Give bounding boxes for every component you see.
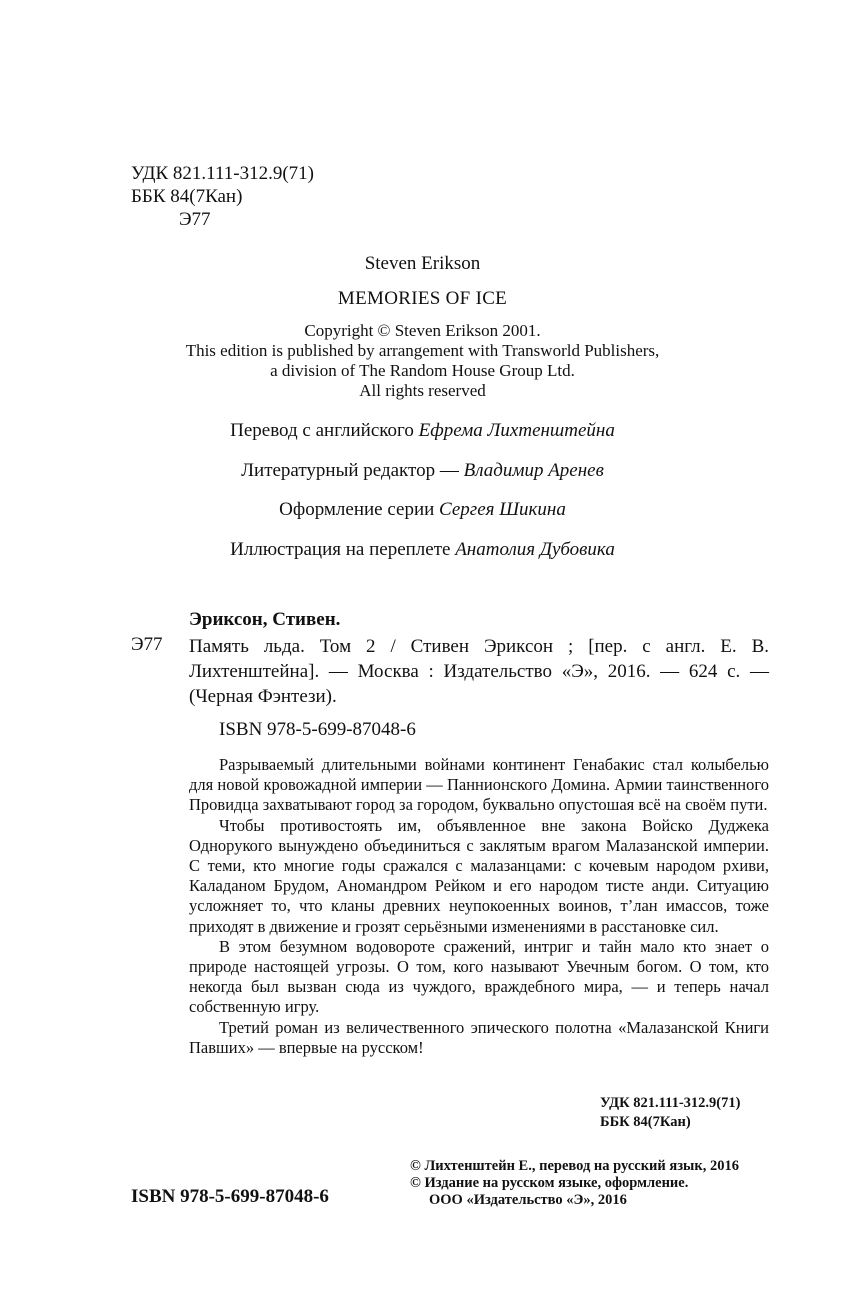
original-author: Steven Erikson xyxy=(364,253,481,274)
credit-role: Иллюстрация на переплете xyxy=(230,539,451,560)
footer-copyright-line: ООО «Издательство «Э», 2016 xyxy=(429,1192,627,1208)
credit-role: Литературный редактор — xyxy=(241,460,459,481)
copyright-line: a division of The Random House Group Ltd. xyxy=(270,361,575,380)
footer-bbk: ББК 84(7Кан) xyxy=(600,1114,691,1130)
credit-name: Ефрема Лихтенштейна xyxy=(418,420,615,441)
copyright-line: This edition is published by arrangement with Transworld Publishers, xyxy=(185,341,660,360)
original-copyright xyxy=(0,321,845,401)
bbk-code: ББК 84(7Кан) xyxy=(131,186,243,207)
catalog-isbn: ISBN 978-5-699-87048-6 xyxy=(219,719,416,740)
original-title: MEMORIES OF ICE xyxy=(337,288,508,309)
udk-code: УДК 821.111-312.9(71) xyxy=(131,163,314,184)
credit-role: Перевод с английского xyxy=(230,420,414,441)
credit-name: Владимир Аренев xyxy=(463,460,604,481)
annotation-paragraph: Третий роман из величественного эпического полотна «Малазанской Книги Павших» — впервые на русском! xyxy=(189,1017,769,1057)
footer-isbn: ISBN 978-5-699-87048-6 xyxy=(131,1186,329,1207)
credit-name: Анатолия Дубовика xyxy=(455,539,615,560)
copyright-line: All rights reserved xyxy=(359,381,486,400)
classification-codes xyxy=(131,162,314,231)
catalog-heading: Эриксон, Стивен. xyxy=(189,609,341,630)
credit-editor xyxy=(0,460,845,482)
footer-copyright-line: © Издание на русском языке, оформление. xyxy=(410,1175,689,1191)
copyright-line: Copyright © Steven Erikson 2001. xyxy=(304,321,541,340)
credit-series-design xyxy=(0,499,845,521)
credit-translator xyxy=(0,420,845,442)
annotation-paragraph: Чтобы противостоять им, объявленное вне закона Войско Дуджека Однорукого вынуждено объединиться с заклятым врагом Малазанской империи. С теми, кто многие годы сражался с малазанцами: с кочевым народом рхиви, Каладаном Брудом, Аномандром Рейком и его народом тисте анди. Ситуацию усложняет то, что кланы древних неупокоенных воинов, т’лан имассов, тоже приходят в движение и грозят серьёзными изменениями в расстановке сил. xyxy=(189,815,769,936)
credit-cover-illustration xyxy=(0,539,845,561)
annotation xyxy=(189,755,769,1058)
footer-classification xyxy=(600,1094,768,1132)
credit-role: Оформление серии xyxy=(279,499,435,520)
annotation-paragraph: В этом безумном водовороте сражений, интриг и тайн мало кто знает о природе настоящей угрозы. О том, кого называют Увечным богом. О том, кто некогда был вызван сюда из чуждого, враждебного мира, — и теперь начал собственную игру. xyxy=(189,936,769,1017)
catalog-code: Э77 xyxy=(131,634,163,655)
footer-copyright-line: © Лихтенштейн Е., перевод на русский язык, 2016 xyxy=(410,1158,739,1174)
footer-copyright xyxy=(410,1158,770,1209)
catalog-description: Память льда. Том 2 / Стивен Эриксон ; [пер. с англ. Е. В. Лихтенштейна]. — Москва : Издательство «Э», 2016. — 624 с. — (Черная Фэнтези). xyxy=(189,636,769,707)
author-mark: Э77 xyxy=(179,209,211,230)
annotation-paragraph: Разрываемый длительными войнами континент Генабакис стал колыбелью для новой кровожадной империи — Паннионского Домина. Армии таинственного Провидца захватывают город за городом, буквально опустошая всё на своём пути. xyxy=(189,755,769,815)
credit-name: Сергея Шикина xyxy=(439,499,566,520)
footer-udk: УДК 821.111-312.9(71) xyxy=(600,1095,741,1111)
